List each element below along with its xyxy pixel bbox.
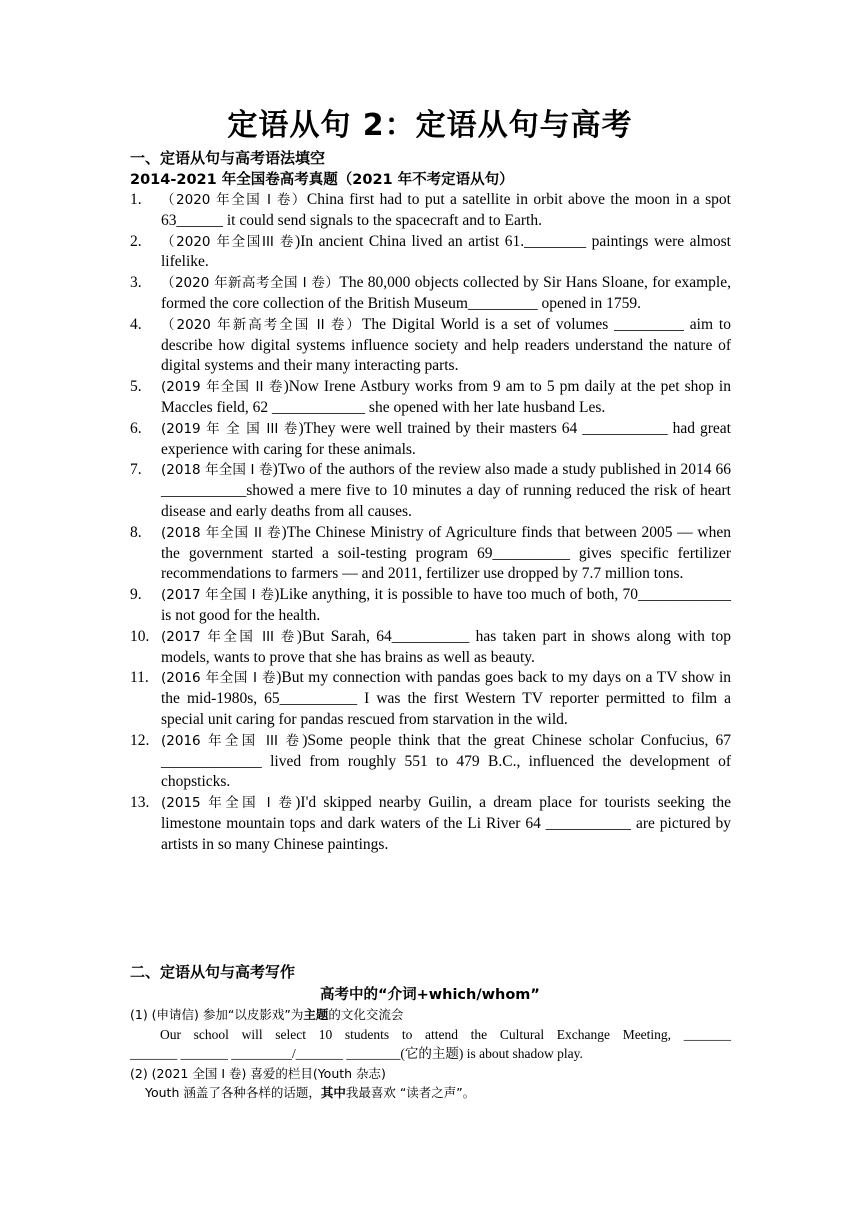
list-item: 3. （2020 年新高考全国 I 卷）The 80,000 objects collected by Sir Hans Sloane, for example, formed the core collection of the British Museum_________ opened in 1759. [130,274,731,312]
list-item: 12. (2016 年全国 III 卷)Some people think that the great Chinese scholar Confucius, 67 _____________ lived from roughly 551 to 479 B.C., influenced the development of chopsticks. [130,731,731,791]
subheading: 2014-2021 年全国卷高考真题（2021 年不考定语从句） [130,172,514,188]
writing-heading: 高考中的“介词+which/whom” [320,987,540,1003]
list-item: 7. (2018 年全国 I 卷)Two of the authors of the review also made a study published in 2014 66 ___________showed a mere five to 10 minutes a day of running reduced the risk of heart disease and early deaths from all causes. [130,461,731,520]
section-heading-1: 一、定语从句与高考语法填空 [130,149,326,167]
exercise-1-line-2: _______ _______ _________/_______ ________(它的主题) is about shadow play. [130,1046,583,1061]
list-item: 2. （2020 年全国III 卷)In ancient China lived an artist 61.________ paintings were almost lifelike. [130,232,731,271]
list-item: 9. (2017 年全国 I 卷)Like anything, it is possible to have too much of both, 70____________ is not good for the health. [130,586,731,624]
section-heading-2: 二、定语从句与高考写作 [130,963,296,981]
list-item: 10. (2017 年全国 III 卷)But Sarah, 64__________ has taken part in shows along with top models, wants to prove that she has brains as well as beauty. [130,627,731,666]
list-item: 1. （2020 年全国 I 卷）China first had to put a satellite in orbit above the moon in a spot 63______ it could send signals to the spacecraft and to Earth. [130,191,731,229]
list-item: 4. （2020 年新高考全国 II 卷）The Digital World is a set of volumes _________ aim to describe how digital systems influence society and help readers understand the nature of digital systems and their many interacting parts. [130,315,731,375]
page-title: 定语从句 2：定语从句与高考 [227,108,633,143]
list-item: 8. (2018 年全国 II 卷)The Chinese Ministry of Agriculture finds that between 2005 — when the government started a soil-testing program 69__________ gives specific fertilizer recommendations to farmers — and 2011, fertilizer use dropped by 7.7 million tons. [130,523,731,583]
question-list [130,190,731,856]
list-item: 11. (2016 年全国 I 卷)But my connection with pandas goes back to my days on a TV show in the mid-1980s, 65__________ I was the first Western TV reporter permitted to film a special unit caring for pandas rescued from starvation in the wild. [130,669,732,728]
list-item: 13. (2015 年全国 I 卷)I'd skipped nearby Guilin, a dream place for tourists seeking the limestone mountain tops and dark waters of the Li River 64 ___________ are pictured by artists in so many Chinese paintings. [130,794,731,853]
exercise-1-label: (1) (申请信) 参加“以皮影戏”为主题的文化交流会 [130,1007,404,1022]
exercise-2-label: (2) (2021 全国 I 卷) 喜爱的栏目(Youth 杂志) [130,1066,386,1081]
exercise-1-line-1: Our school will select 10 students to attend the Cultural Exchange Meeting, _______ [160,1027,731,1042]
list-item: 5. (2019 年全国 II 卷)Now Irene Astbury works from 9 am to 5 pm daily at the pet shop in Maccles field, 62 ____________ she opened with her late husband Les. [130,378,731,416]
list-item: 6. (2019 年 全 国 III 卷)They were well trained by their masters 64 ___________ had great experience with caring for these animals. [130,419,731,458]
exercise-2-line: Youth 涵盖了各种各样的话题，其中我最喜欢 “读者之声”。 [145,1085,476,1100]
